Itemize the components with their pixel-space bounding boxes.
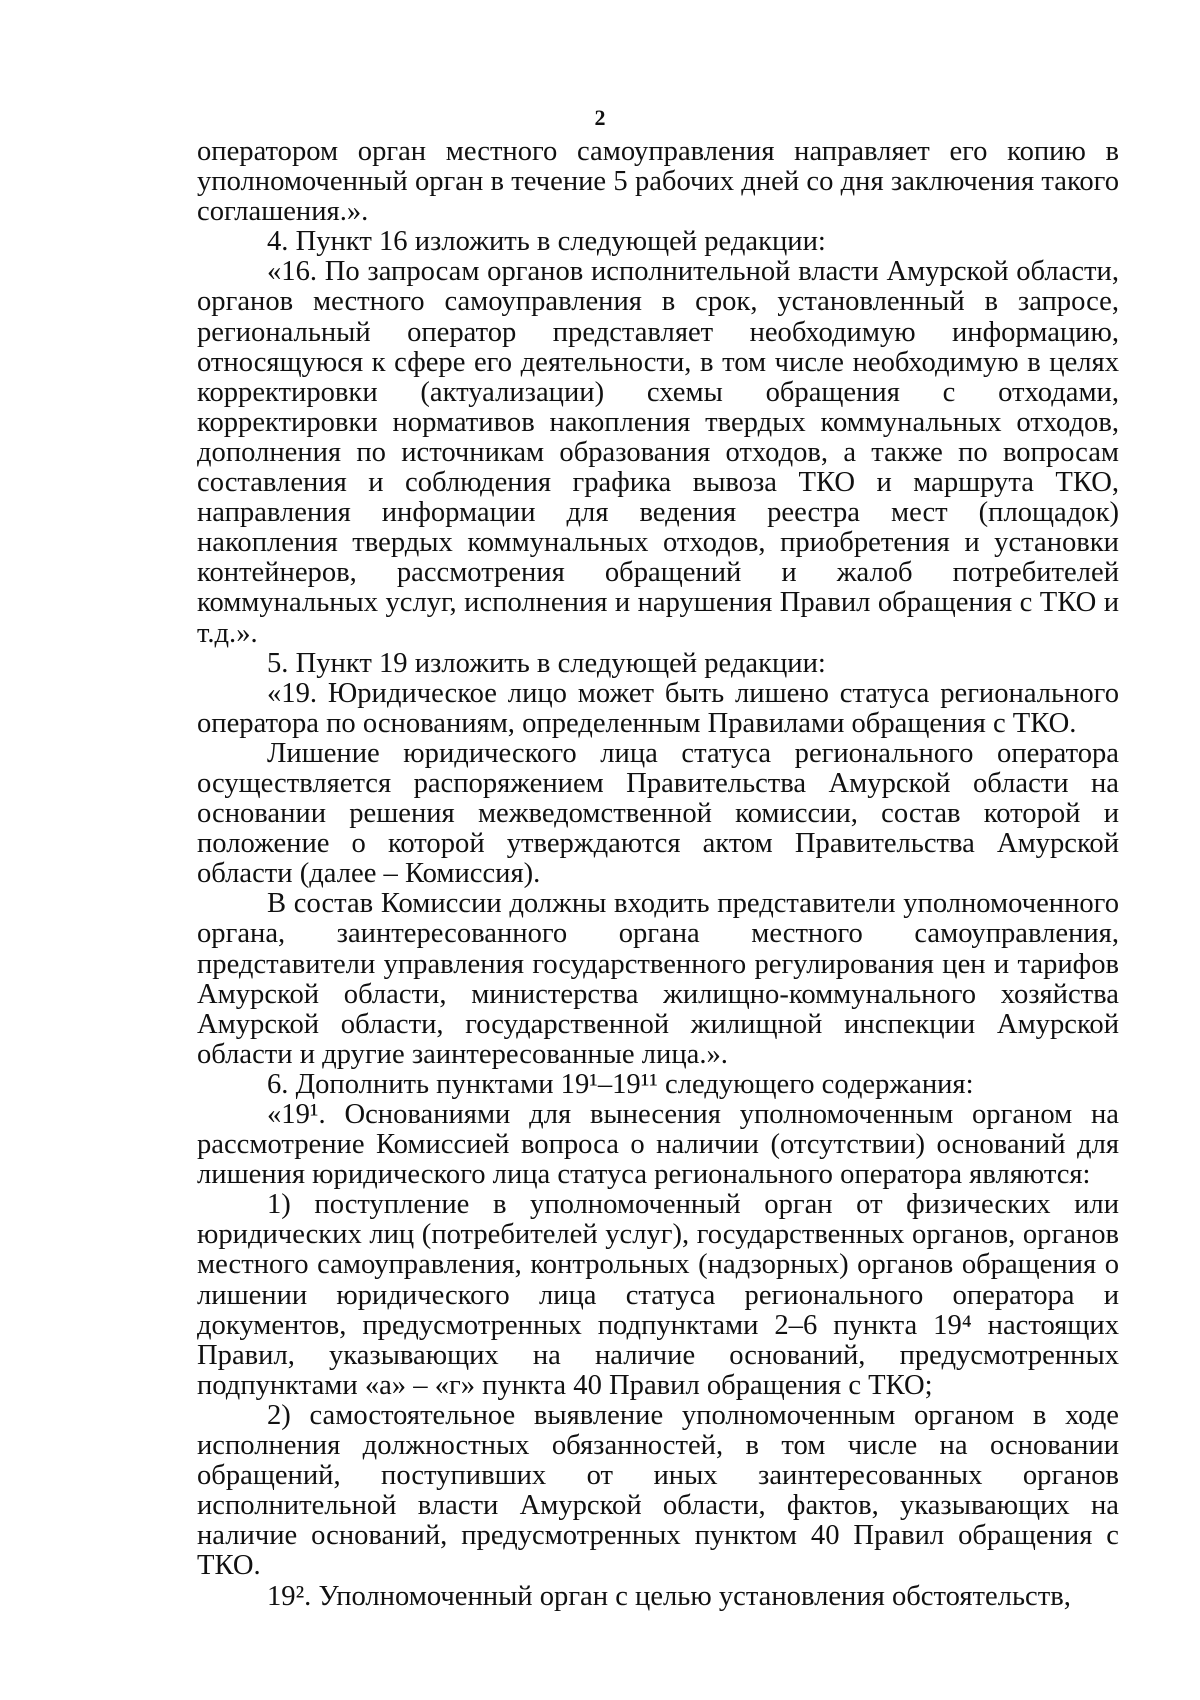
paragraph: 2) самостоятельное выявление уполномоченным органом в ходе исполнения должностных обязанностей, в том числе на основании обращений, поступивших от иных заинтересованных органов исполнительной власти Амурской области, фактов, указывающих на наличие оснований, предусмотренных пунктом 40 Правил обращения с ТКО.	[197, 1399, 1119, 1582]
paragraph: В состав Комиссии должны входить представители уполномоченного органа, заинтересованного органа местного самоуправления, представители управления государственного регулирования цен и тарифов Амурской области, министерства жилищно-коммунального хозяйства Амурской области, государственной жилищной инспекции Амурской области и другие заинтересованные лица.».	[197, 888, 1119, 1070]
paragraph: Лишение юридического лица статуса регионального оператора осуществляется распоряжением Правительства Амурской области на основании решения межведомственной комиссии, состав которой и положение о которой утверждаются актом Правительства Амурской области (далее – Комиссия).	[197, 737, 1119, 890]
page-number: 2	[594, 105, 606, 130]
document-body	[197, 137, 1119, 1612]
paragraph: «19¹. Основаниями для вынесения уполномоченным органом на рассмотрение Комиссией вопроса о наличии (отсутствии) оснований для лишения юридического лица статуса регионального оператора являются:	[197, 1099, 1119, 1191]
paragraph: 5. Пункт 19 изложить в следующей редакции:	[267, 647, 826, 679]
paragraph: 4. Пункт 16 изложить в следующей редакции:	[267, 226, 826, 258]
paragraph: 6. Дополнить пунктами 19¹–19¹¹ следующего содержания:	[267, 1068, 974, 1100]
paragraph: 19². Уполномоченный орган с целью установления обстоятельств,	[267, 1580, 1071, 1612]
paragraph: 1) поступление в уполномоченный орган от физических или юридических лиц (потребителей услуг), государственных органов, органов местного самоуправления, контрольных (надзорных) органов обращения о лишении юридического лица статуса регионального оператора и документов, предусмотренных подпунктами 2–6 пункта 19⁴ настоящих Правил, указывающих на наличие оснований, предусмотренных подпунктами «а» – «г» пункта 40 Правил обращения с ТКО;	[197, 1189, 1119, 1401]
paragraph: оператором орган местного самоуправления направляет его копию в уполномоченный орган в течение 5 рабочих дней со дня заключения такого соглашения.».	[197, 136, 1119, 228]
paragraph: «19. Юридическое лицо может быть лишено статуса регионального оператора по основаниям, определенным Правилами обращения с ТКО.	[197, 677, 1119, 739]
paragraph: «16. По запросам органов исполнительной власти Амурской области, органов местного самоуправления в срок, установленный в запросе, региональный оператор представляет необходимую информацию, относящуюся к сфере его деятельности, в том числе необходимую в целях корректировки (актуализации) схемы обращения с отходами, корректировки нормативов накопления твердых коммунальных отходов, дополнения по источникам образования отходов, а также по вопросам составления и соблюдения графика вывоза ТКО и маршрута ТКО, направления информации для ведения реестра мест (площадок) накопления твердых коммунальных отходов, приобретения и установки контейнеров, рассмотрения обращений и жалоб потребителей коммунальных услуг, исполнения и нарушения Правил обращения с ТКО и т.д.».	[197, 256, 1119, 649]
